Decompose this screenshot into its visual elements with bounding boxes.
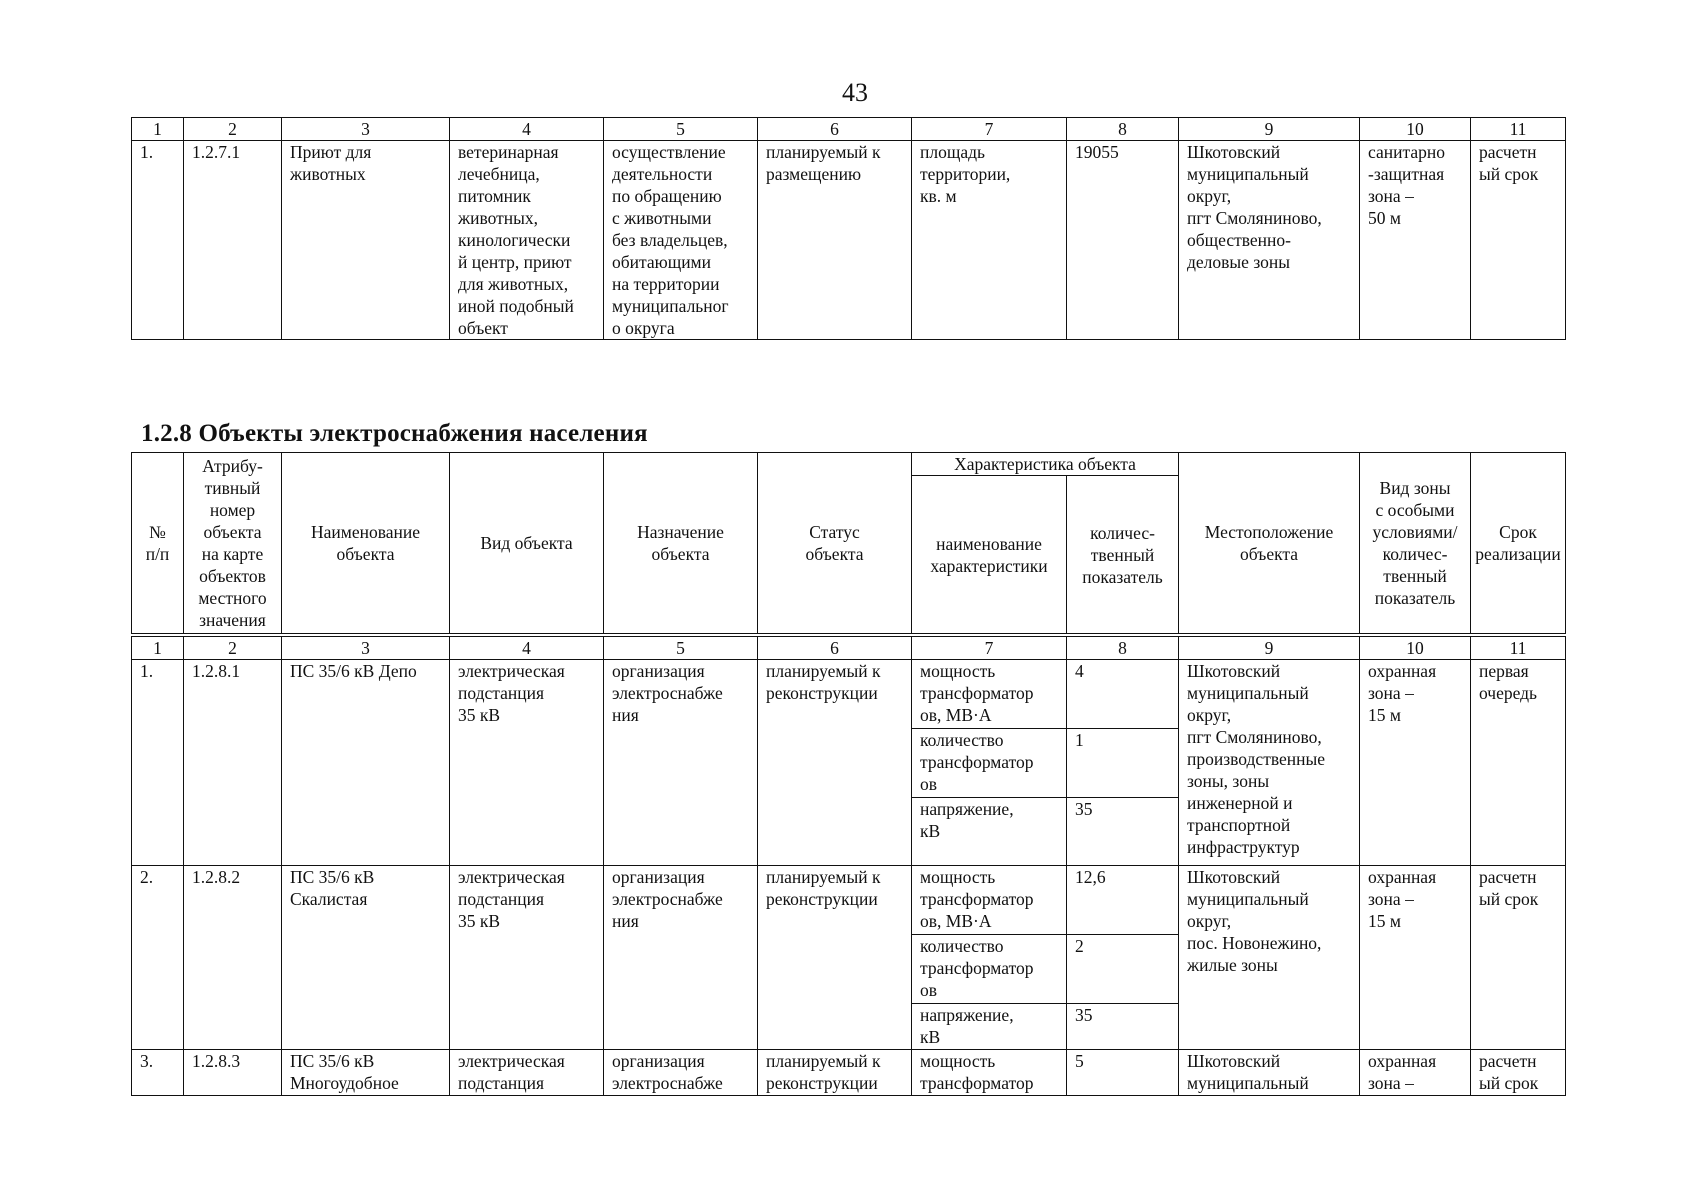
object-location: Шкотовский муниципальный округ, пгт Смоляниново, производственные зоны, зоны инженерной и транспортной инфраструктур bbox=[1179, 660, 1360, 866]
object-purpose: осуществление деятельности по обращению с животными без владельцев, обитающими на территории муниципальног о округа bbox=[604, 141, 758, 340]
col-num: 9 bbox=[1179, 637, 1360, 660]
header-char-name: наименование характеристики bbox=[912, 476, 1067, 634]
characteristic-name: мощность трансформатор ов, МВ·А bbox=[912, 660, 1067, 729]
table-row bbox=[132, 660, 1566, 729]
realization-term: расчетн ый срок bbox=[1471, 866, 1566, 1050]
header-row bbox=[132, 453, 1566, 476]
realization-term: первая очередь bbox=[1471, 660, 1566, 866]
object-name: Приют для животных bbox=[282, 141, 450, 340]
col-num: 6 bbox=[758, 118, 912, 141]
header-status: Статус объекта bbox=[758, 453, 912, 634]
col-num: 7 bbox=[912, 637, 1067, 660]
characteristic-name: мощность трансформатор bbox=[912, 1050, 1067, 1096]
row-number: 3. bbox=[132, 1050, 184, 1096]
object-kind: ветеринарная лечебница, питомник животных, кинологически й центр, приют для животных, иной подобный объект bbox=[450, 141, 604, 340]
col-num: 3 bbox=[282, 118, 450, 141]
object-name: ПС 35/6 кВ Депо bbox=[282, 660, 450, 866]
header-purpose: Назначение объекта bbox=[604, 453, 758, 634]
characteristic-name: количество трансформатор ов bbox=[912, 935, 1067, 1004]
characteristic-value: 2 bbox=[1067, 935, 1179, 1004]
zone-type: охранная зона – 15 м bbox=[1360, 660, 1471, 866]
attribute-number: 1.2.7.1 bbox=[184, 141, 282, 340]
header-name: Наименование объекта bbox=[282, 453, 450, 634]
header-zone: Вид зоны с особыми условиями/ количес- твенный показатель bbox=[1360, 453, 1471, 634]
column-number-row bbox=[132, 637, 1566, 660]
object-purpose: организация электроснабже bbox=[604, 1050, 758, 1096]
characteristic-value: 1 bbox=[1067, 729, 1179, 798]
object-location: Шкотовский муниципальный округ, пос. Новонежино, жилые зоны bbox=[1179, 866, 1360, 1050]
attribute-number: 1.2.8.1 bbox=[184, 660, 282, 866]
attribute-number: 1.2.8.3 bbox=[184, 1050, 282, 1096]
characteristic-value: 35 bbox=[1067, 1004, 1179, 1050]
header-num: № п/п bbox=[132, 453, 184, 634]
realization-term: расчетн ый срок bbox=[1471, 141, 1566, 340]
object-kind: электрическая подстанция 35 кВ bbox=[450, 866, 604, 1050]
col-num: 1 bbox=[132, 637, 184, 660]
characteristic-name: напряжение, кВ bbox=[912, 798, 1067, 866]
header-term: Срок реализации bbox=[1471, 453, 1566, 634]
table-row bbox=[132, 866, 1566, 935]
object-location: Шкотовский муниципальный bbox=[1179, 1050, 1360, 1096]
object-status: планируемый к реконструкции bbox=[758, 866, 912, 1050]
characteristic-value: 5 bbox=[1067, 1050, 1179, 1096]
col-num: 4 bbox=[450, 637, 604, 660]
characteristic-value: 19055 bbox=[1067, 141, 1179, 340]
col-num: 10 bbox=[1360, 118, 1471, 141]
zone-type: охранная зона – bbox=[1360, 1050, 1471, 1096]
table-row bbox=[132, 1050, 1566, 1096]
animal-shelter-table bbox=[131, 117, 1566, 340]
col-num: 6 bbox=[758, 637, 912, 660]
object-location: Шкотовский муниципальный округ, пгт Смоляниново, общественно- деловые зоны bbox=[1179, 141, 1360, 340]
zone-type: охранная зона – 15 м bbox=[1360, 866, 1471, 1050]
characteristic-value: 12,6 bbox=[1067, 866, 1179, 935]
characteristic-name: мощность трансформатор ов, МВ·А bbox=[912, 866, 1067, 935]
object-status: планируемый к размещению bbox=[758, 141, 912, 340]
power-objects-header-table bbox=[131, 452, 1566, 634]
object-name: ПС 35/6 кВ Скалистая bbox=[282, 866, 450, 1050]
row-number: 2. bbox=[132, 866, 184, 1050]
row-number: 1. bbox=[132, 660, 184, 866]
header-characteristics: Характеристика объекта bbox=[912, 453, 1179, 476]
object-purpose: организация электроснабже ния bbox=[604, 866, 758, 1050]
col-num: 5 bbox=[604, 118, 758, 141]
characteristic-name: площадь территории, кв. м bbox=[912, 141, 1067, 340]
page-number: 43 bbox=[842, 78, 868, 107]
col-num: 11 bbox=[1471, 118, 1566, 141]
characteristic-name: количество трансформатор ов bbox=[912, 729, 1067, 798]
zone-type: санитарно -защитная зона – 50 м bbox=[1360, 141, 1471, 340]
object-name: ПС 35/6 кВ Многоудобное bbox=[282, 1050, 450, 1096]
characteristic-name: напряжение, кВ bbox=[912, 1004, 1067, 1050]
col-num: 1 bbox=[132, 118, 184, 141]
characteristic-value: 35 bbox=[1067, 798, 1179, 866]
col-num: 2 bbox=[184, 637, 282, 660]
col-num: 3 bbox=[282, 637, 450, 660]
col-num: 8 bbox=[1067, 118, 1179, 141]
col-num: 5 bbox=[604, 637, 758, 660]
object-kind: электрическая подстанция bbox=[450, 1050, 604, 1096]
col-num: 4 bbox=[450, 118, 604, 141]
object-status: планируемый к реконструкции bbox=[758, 660, 912, 866]
table-row bbox=[132, 141, 1566, 340]
header-attr: Атрибу- тивный номер объекта на карте объектов местного значения bbox=[184, 453, 282, 634]
object-purpose: организация электроснабже ния bbox=[604, 660, 758, 866]
row-number: 1. bbox=[132, 141, 184, 340]
object-kind: электрическая подстанция 35 кВ bbox=[450, 660, 604, 866]
header-kind: Вид объекта bbox=[450, 453, 604, 634]
col-num: 2 bbox=[184, 118, 282, 141]
characteristic-value: 4 bbox=[1067, 660, 1179, 729]
header-char-value: количес- твенный показатель bbox=[1067, 476, 1179, 634]
header-location: Местоположение объекта bbox=[1179, 453, 1360, 634]
power-objects-table bbox=[131, 636, 1566, 1096]
section-title: 1.2.8 Объекты электроснабжения населения bbox=[141, 420, 648, 447]
attribute-number: 1.2.8.2 bbox=[184, 866, 282, 1050]
col-num: 11 bbox=[1471, 637, 1566, 660]
object-status: планируемый к реконструкции bbox=[758, 1050, 912, 1096]
col-num: 8 bbox=[1067, 637, 1179, 660]
col-num: 10 bbox=[1360, 637, 1471, 660]
col-num: 7 bbox=[912, 118, 1067, 141]
column-number-row bbox=[132, 118, 1566, 141]
realization-term: расчетн ый срок bbox=[1471, 1050, 1566, 1096]
col-num: 9 bbox=[1179, 118, 1360, 141]
